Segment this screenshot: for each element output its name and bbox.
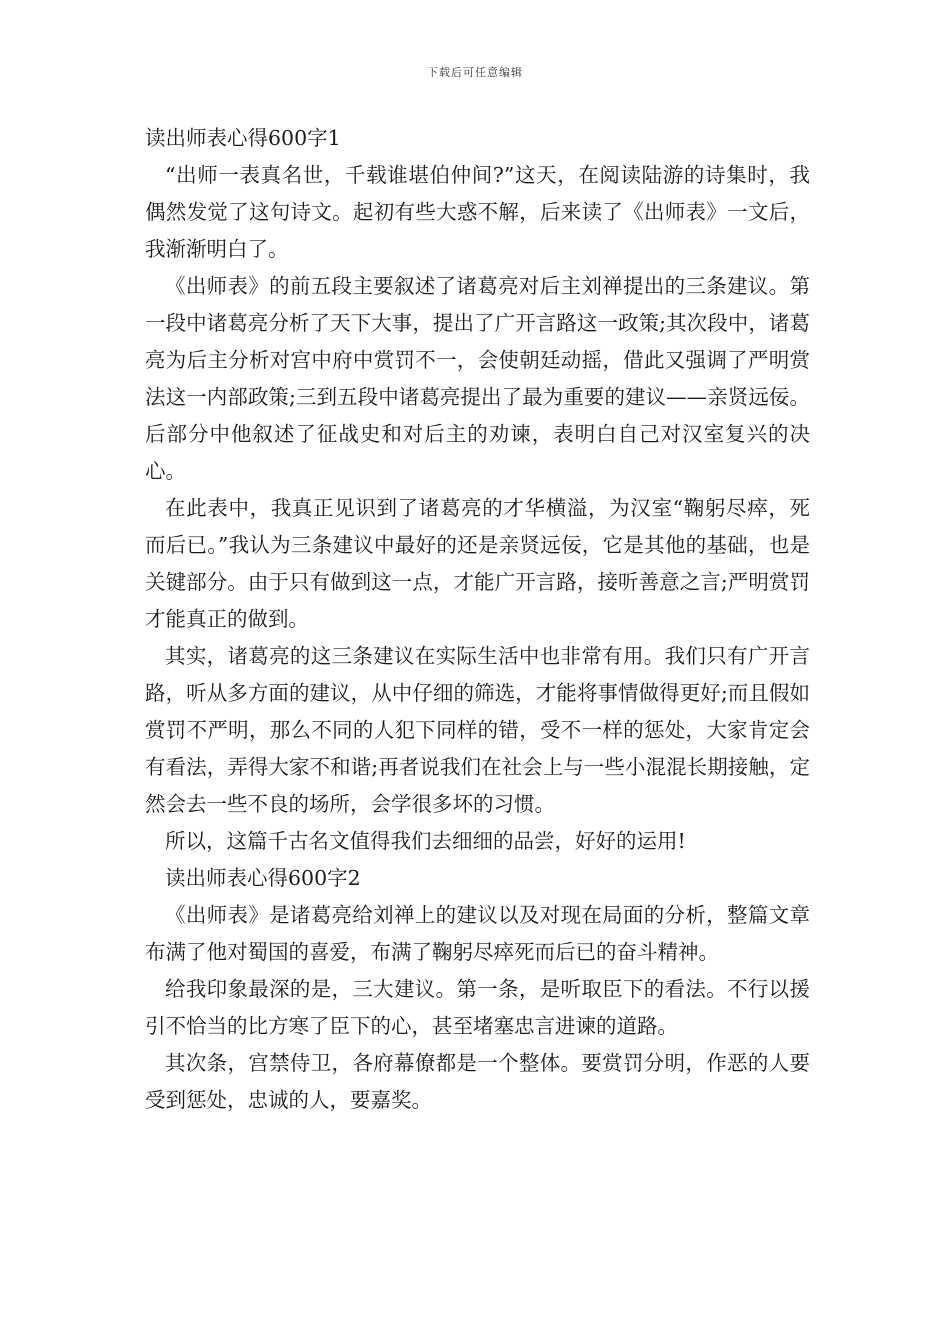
section-title-1: 读出师表心得600字1 [145, 126, 341, 150]
paragraph: “出师一表真名世，千载谁堪伯仲间?”这天，在阅读陆游的诗集时，我偶然发觉了这句诗文。起初有些大惑不解，后来读了《出师表》一文后，我渐渐明白了。 [145, 163, 810, 261]
document-body [145, 120, 810, 1119]
paragraph: 《出师表》的前五段主要叙述了诸葛亮对后主刘禅提出的三条建议。第一段中诸葛亮分析了天下大事，提出了广开言路这一政策;其次段中，诸葛亮为后主分析对宫中府中赏罚不一，会使朝廷动摇，借此又强调了严明赏法这一内部政策;三到五段中诸葛亮提出了最为重要的建议——亲贤远佞。后部分中他叙述了征战史和对后主的劝谏，表明白自己对汉室复兴的决心。 [145, 274, 810, 483]
paragraph: 其次条，宫禁侍卫，各府幕僚都是一个整体。要赏罚分明，作恶的人要受到惩处，忠诚的人，要嘉奖。 [145, 1051, 810, 1112]
paragraph: 给我印象最深的是，三大建议。第一条，是听取臣下的看法。不行以援引不恰当的比方寒了臣下的心，甚至堵塞忠言进谏的道路。 [145, 977, 810, 1038]
section-title-2: 读出师表心得600字2 [165, 866, 361, 890]
paragraph: 在此表中，我真正见识到了诸葛亮的才华横溢，为汉室“鞠躬尽瘁，死而后已。”我认为三条建议中最好的还是亲贤远佞，它是其他的基础，也是关键部分。由于只有做到这一点，才能广开言路，接听善意之言;严明赏罚才能真正的做到。 [145, 496, 810, 631]
paragraph: 所以，这篇千古名文值得我们去细细的品尝，好好的运用! [165, 829, 686, 853]
paragraph: 其实，诸葛亮的这三条建议在实际生活中也非常有用。我们只有广开言路，听从多方面的建议，从中仔细的筛选，才能将事情做得更好;而且假如赏罚不严明，那么不同的人犯下同样的错，受不一样的惩处，大家肯定会有看法，弄得大家不和谐;再者说我们在社会上与一些小混混长期接触，定然会去一些不良的场所，会学很多坏的习惯。 [145, 644, 810, 816]
page-header: 下载后可任意编辑 [427, 66, 523, 79]
paragraph: 《出师表》是诸葛亮给刘禅上的建议以及对现在局面的分析，整篇文章布满了他对蜀国的喜爱，布满了鞠躬尽瘁死而后已的奋斗精神。 [145, 903, 810, 964]
